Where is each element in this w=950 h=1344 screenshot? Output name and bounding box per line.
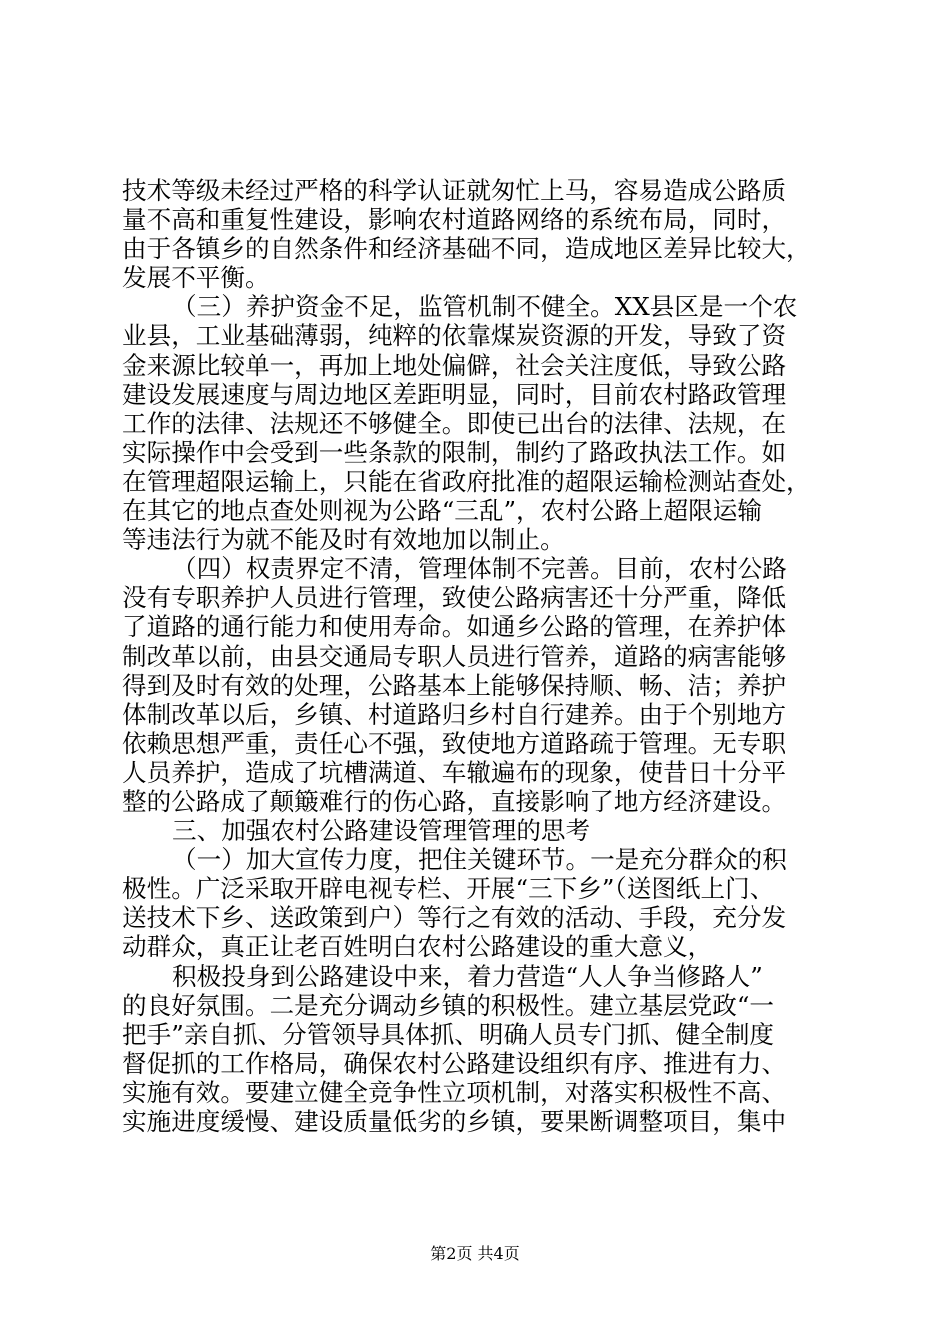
text-line: 等违法行为就不能及时有效地加以制止。 xyxy=(122,525,565,555)
text-line: 送技术下乡、送政策到户）等行之有效的活动、手段，充分发 xyxy=(122,903,787,933)
page-number-footer: 第2页 共4页 xyxy=(430,1244,520,1263)
text-line: 建设发展速度与周边地区差距明显，同时，目前农村路政管理 xyxy=(122,379,787,409)
text-line: 整的公路成了颠簸难行的伤心路，直接影响了地方经济建设。 xyxy=(122,786,787,816)
text-line: 得到及时有效的处理，公路基本上能够保持顺、畅、洁；养护 xyxy=(122,670,787,700)
text-line: 业县，工业基础薄弱，纯粹的依靠煤炭资源的开发，导致了资 xyxy=(122,321,787,351)
text-line: 没有专职养护人员进行管理，致使公路病害还十分严重，降低 xyxy=(122,583,787,613)
text-line: 依赖思想严重，责任心不强，致使地方道路疏于管理。无专职 xyxy=(122,728,787,758)
text-line: 在其它的地点查处则视为公路“三乱”，农村公路上超限运输 xyxy=(122,496,762,526)
text-line: 制改革以前，由县交通局专职人员进行管养，道路的病害能够 xyxy=(122,641,787,671)
text-line: 实施进度缓慢、建设质量低劣的乡镇，要果断调整项目，集中 xyxy=(122,1107,787,1136)
text-line: 工作的法律、法规还不够健全。即使已出台的法律、法规，在 xyxy=(122,408,787,438)
text-line: 实施有效。要建立健全竞争性立项机制，对落实积极性不高、 xyxy=(122,1077,787,1107)
text-line: （一）加大宣传力度，把住关键环节。一是充分群众的积 xyxy=(172,845,787,875)
text-line: 积极投身到公路建设中来，着力营造“人人争当修路人” xyxy=(172,961,763,991)
text-line: 督促抓的工作格局，确保农村公路建设组织有序、推进有力、 xyxy=(122,1048,787,1078)
text-line: 人员养护，造成了坑槽满道、车辙遍布的现象，使昔日十分平 xyxy=(122,757,787,787)
text-line: 实际操作中会受到一些条款的限制，制约了路政执法工作。如 xyxy=(122,437,787,467)
text-line: 把手”亲自抓、分管领导具体抓、明确人员专门抓、健全制度 xyxy=(122,1019,775,1049)
text-line: 量不高和重复性建设，影响农村道路网络的系统布局，同时， xyxy=(122,205,787,235)
text-line: 动群众，真正让老百姓明白农村公路建设的重大意义， xyxy=(122,932,713,962)
text-line: 体制改革以后，乡镇、村道路归乡村自行建养。由于个别地方 xyxy=(122,699,787,729)
text-line: （三）养护资金不足，监管机制不健全。XX县区是一个农 xyxy=(172,292,798,322)
text-line: 金来源比较单一，再加上地处偏僻，社会关注度低，导致公路 xyxy=(122,350,787,380)
text-line: 的良好氛围。二是充分调动乡镇的积极性。建立基层党政“一 xyxy=(122,990,775,1020)
text-line: （四）权责界定不清，管理体制不完善。目前，农村公路 xyxy=(172,554,787,584)
text-line: 了道路的通行能力和使用寿命。如通乡公路的管理，在养护体 xyxy=(122,612,787,642)
text-line: 技术等级未经过严格的科学认证就匆忙上马，容易造成公路质 xyxy=(122,176,787,205)
text-line: 发展不平衡。 xyxy=(122,263,270,293)
section-heading: 三、加强农村公路建设管理管理的思考 xyxy=(172,816,591,846)
body-text xyxy=(122,176,834,1136)
text-line: 极性。广泛采取开辟电视专栏、开展“三下乡”（送图纸上门、 xyxy=(122,874,775,904)
text-line: 由于各镇乡的自然条件和经济基础不同，造成地区差异比较大， xyxy=(122,234,811,264)
text-line: 在管理超限运输上，只能在省政府批准的超限运输检测站查处， xyxy=(122,466,811,496)
